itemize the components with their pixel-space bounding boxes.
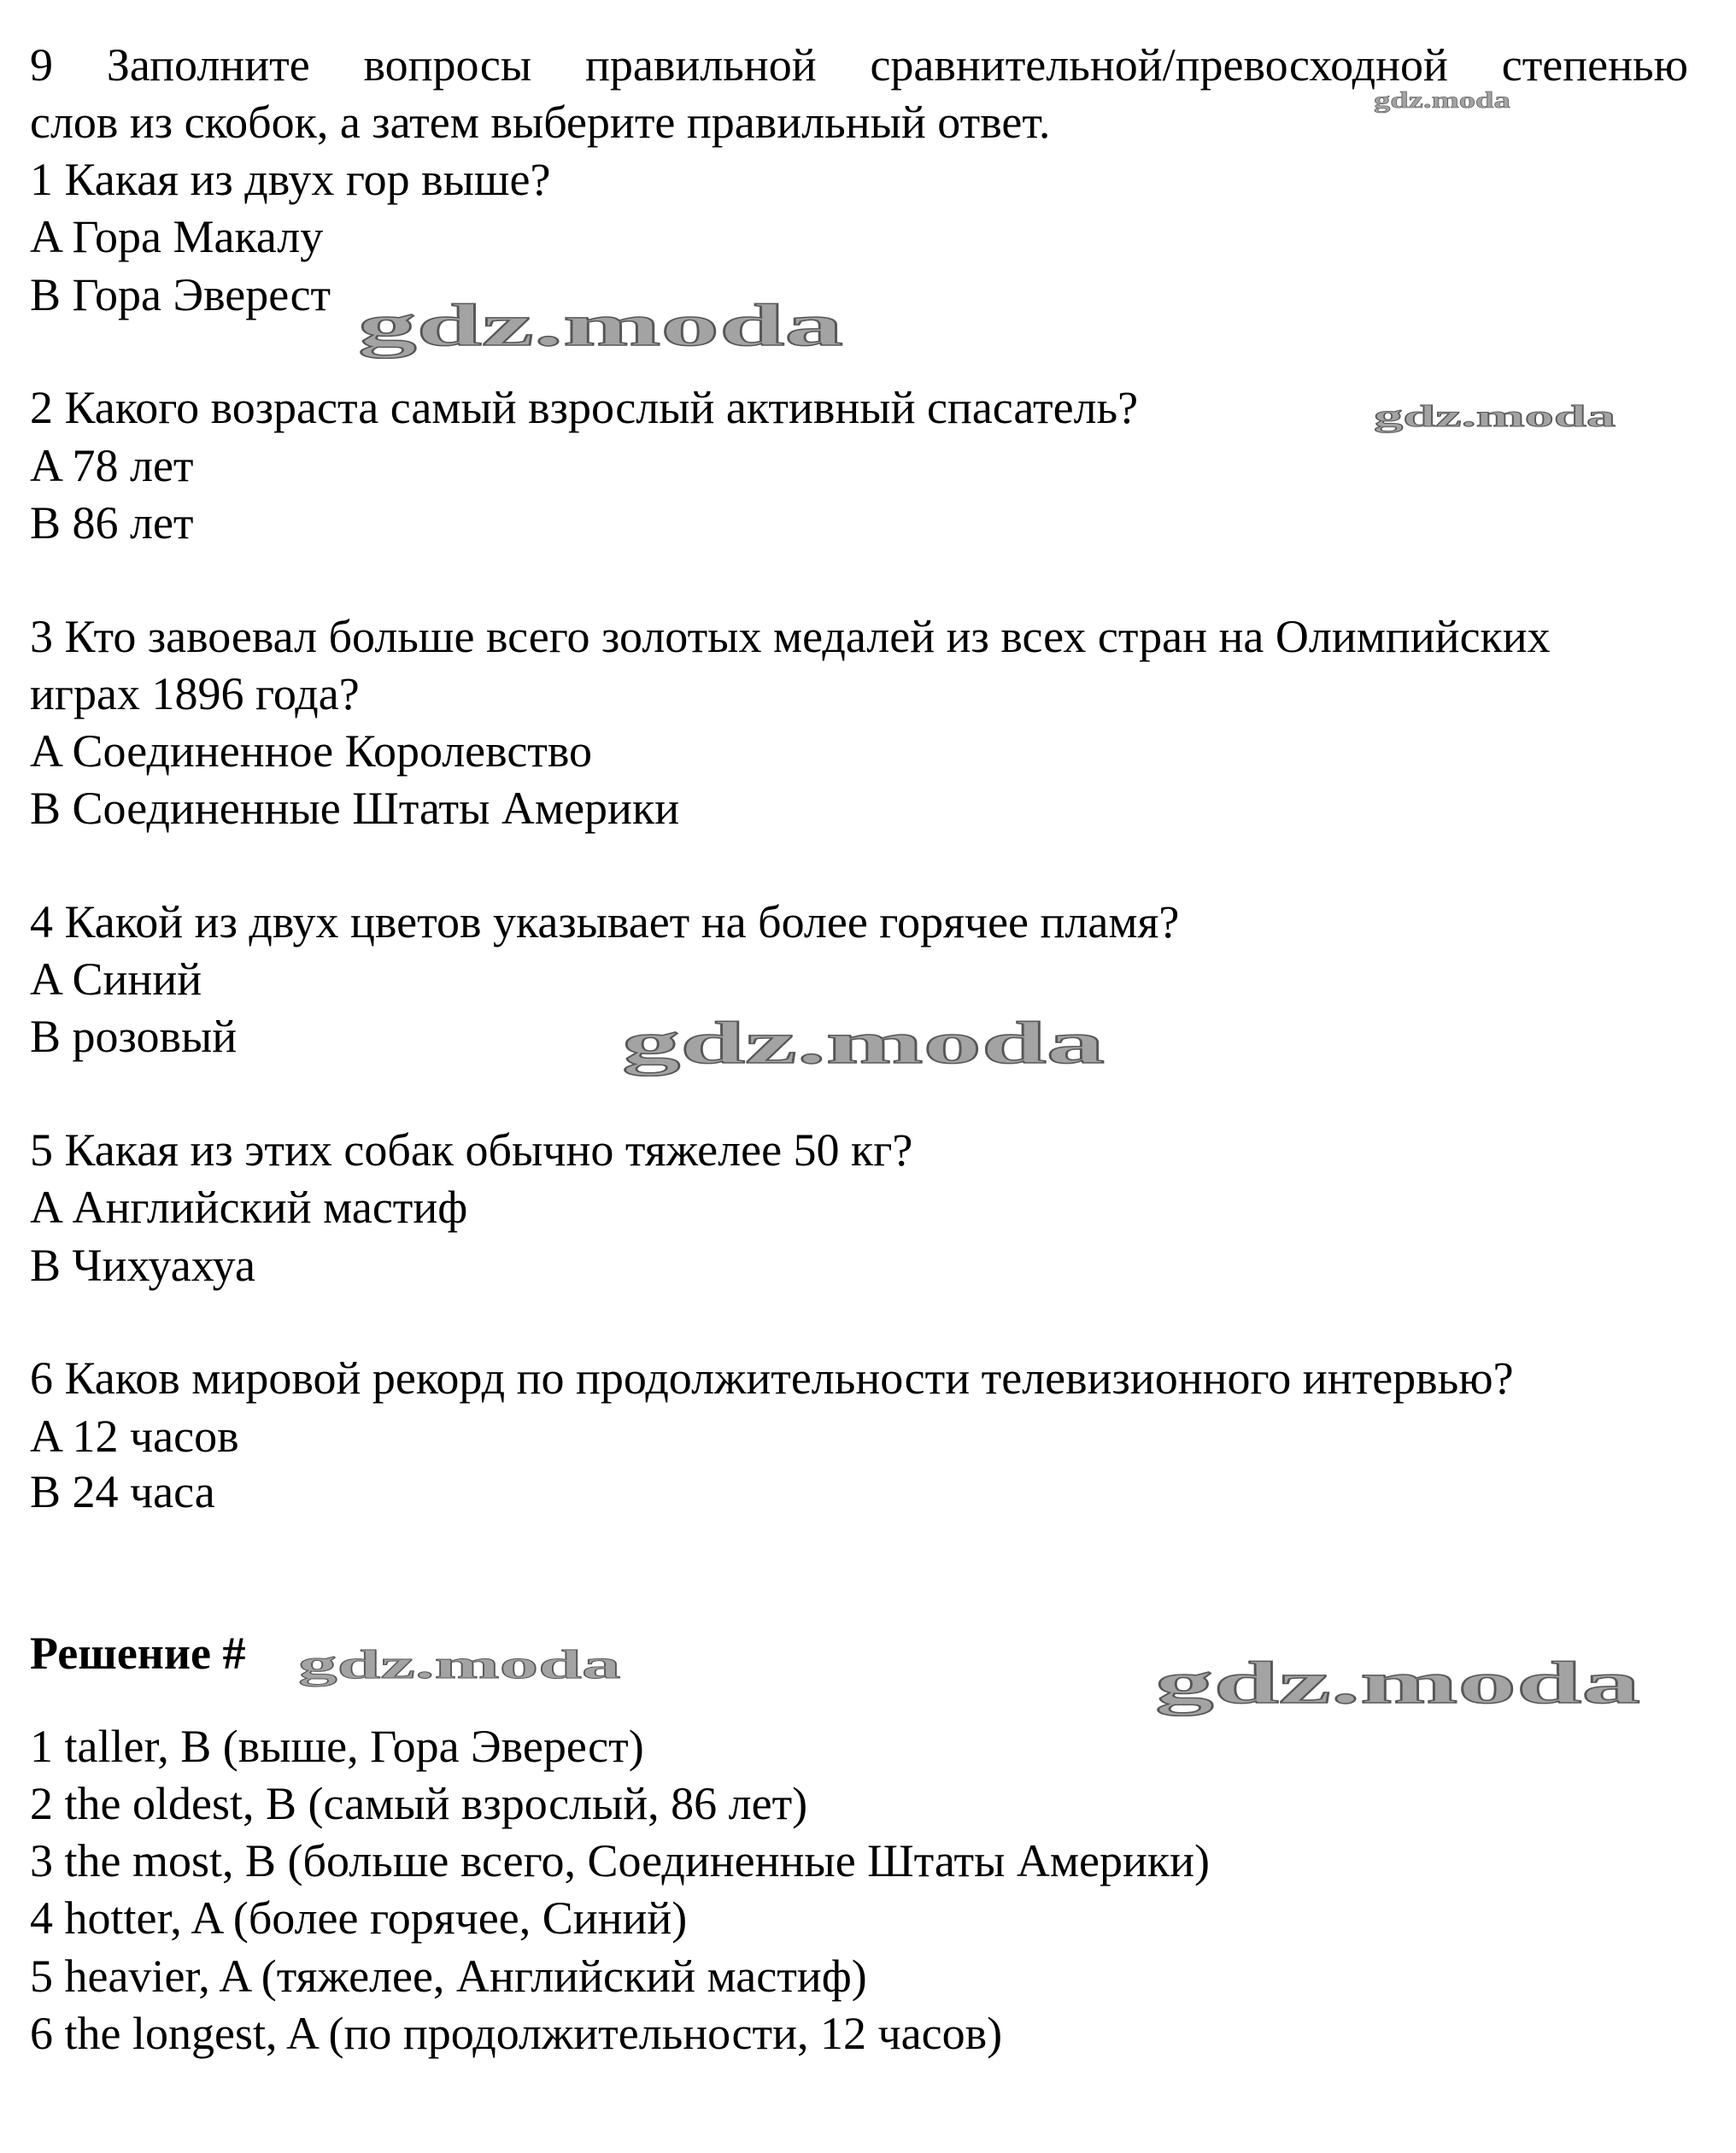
watermark: gdz.moda: [622, 1011, 1106, 1076]
watermark: gdz.moda: [1374, 399, 1616, 433]
answer-6: 6 the longest, A (по продолжительности, 12 часов): [30, 2008, 1003, 2059]
question-2-option-a: A 78 лет: [30, 440, 194, 491]
question-2-option-b: B 86 лет: [30, 497, 194, 549]
question-5: 5 Какая из этих собак обычно тяжелее 50 кг?: [30, 1124, 913, 1176]
question-6-option-b: B 24 часа: [30, 1466, 215, 1517]
watermark: gdz.moda: [358, 293, 843, 359]
answer-2: 2 the oldest, B (самый взрослый, 86 лет): [30, 1778, 808, 1829]
exercise-intro-line-1: 9 Заполните вопросы правильной сравнительной/превосходной степенью: [30, 39, 1688, 91]
watermark: gdz.moda: [298, 1642, 621, 1687]
question-6: 6 Каков мировой рекорд по продолжительности телевизионного интервью?: [30, 1352, 1514, 1404]
watermark: gdz.moda: [1374, 87, 1510, 113]
question-4-option-a: A Синий: [30, 953, 202, 1005]
exercise-intro-line-2: слов из скобок, а затем выберите правильный ответ.: [30, 97, 1051, 148]
question-5-option-a: A Английский мастиф: [30, 1182, 468, 1233]
answer-1: 1 taller, B (выше, Гора Эверест): [30, 1721, 644, 1772]
question-5-option-b: B Чихуахуа: [30, 1240, 255, 1291]
question-2: 2 Какого возраста самый взрослый активный спасатель?: [30, 382, 1139, 433]
answer-4: 4 hotter, A (более горячее, Синий): [30, 1892, 688, 1944]
question-4: 4 Какой из двух цветов указывает на более горячее пламя?: [30, 896, 1180, 947]
question-1-option-b: B Гора Эверест: [30, 269, 331, 320]
question-1-option-a: A Гора Макалу: [30, 211, 324, 262]
question-3-continued: играх 1896 года?: [30, 668, 360, 719]
question-3-option-b: B Соединенные Штаты Америки: [30, 783, 680, 834]
watermark: gdz.moda: [1155, 1651, 1640, 1716]
question-3-option-a: A Соединенное Королевство: [30, 725, 593, 777]
question-6-option-a: A 12 часов: [30, 1411, 239, 1462]
solution-heading: Решение #: [30, 1628, 246, 1679]
answer-3: 3 the most, B (больше всего, Соединенные Штаты Америки): [30, 1835, 1211, 1886]
question-4-option-b: B розовый: [30, 1011, 238, 1062]
answer-5: 5 heavier, A (тяжелее, Английский мастиф): [30, 1951, 867, 2002]
question-3: 3 Кто завоевал больше всего золотых медалей из всех стран на Олимпийских: [30, 611, 1551, 662]
question-1: 1 Какая из двух гор выше?: [30, 154, 551, 205]
